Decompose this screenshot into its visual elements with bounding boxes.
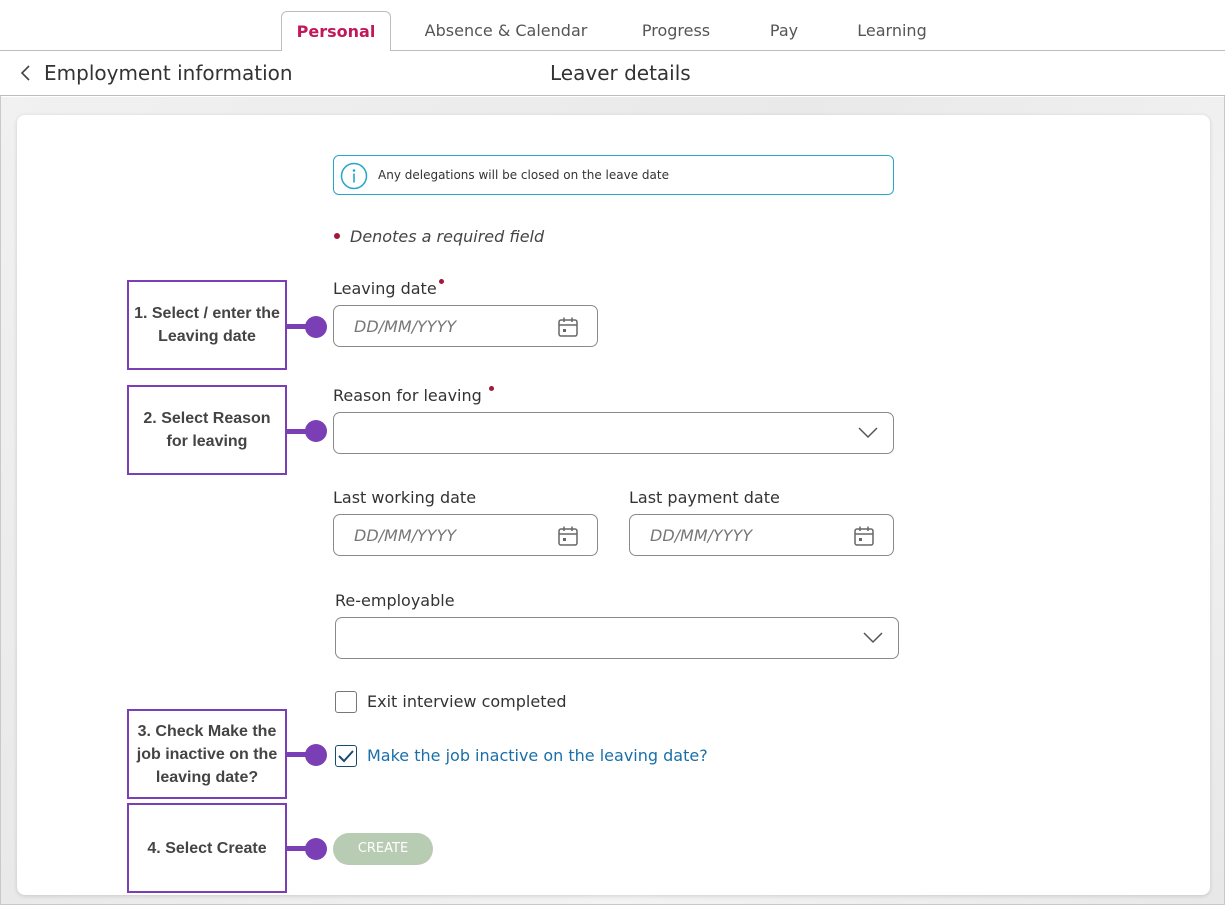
required-dot-icon	[439, 279, 444, 284]
calendar-icon[interactable]	[557, 525, 579, 547]
callout-knob	[305, 316, 327, 338]
calendar-icon[interactable]	[853, 525, 875, 547]
tab-progress[interactable]: Progress	[641, 21, 711, 40]
re-employable-label: Re-employable	[335, 591, 455, 610]
leaving-date-label	[333, 279, 444, 298]
callout-step-2	[127, 385, 287, 475]
callout-step-4-text: 4. Select Create	[147, 839, 267, 857]
callout-knob	[305, 744, 327, 766]
tab-pay[interactable]: Pay	[769, 21, 799, 40]
required-dot-icon	[334, 233, 340, 239]
leaving-date-placeholder: DD/MM/YYYY	[354, 317, 457, 336]
re-employable-select[interactable]	[335, 617, 899, 659]
exit-interview-checkbox[interactable]	[335, 691, 357, 713]
callout-step-3-text: 3. Check Make the job inactive on the leaving date?	[136, 722, 278, 786]
tab-personal[interactable]: Personal	[281, 11, 391, 52]
chevron-down-icon	[858, 427, 878, 439]
last-working-date-placeholder: DD/MM/YYYY	[354, 526, 457, 545]
info-icon	[340, 162, 368, 190]
tab-learning[interactable]: Learning	[857, 21, 927, 40]
last-payment-date-label: Last payment date	[629, 488, 780, 507]
leaving-date-input[interactable]	[333, 305, 598, 347]
tab-absence-calendar[interactable]: Absence & Calendar	[424, 21, 588, 40]
reason-for-leaving-select[interactable]	[333, 412, 894, 454]
page-title: Leaver details	[550, 61, 691, 85]
last-working-date-input[interactable]	[333, 514, 598, 556]
make-inactive-label[interactable]: Make the job inactive on the leaving date?	[367, 746, 708, 765]
last-payment-date-input[interactable]	[629, 514, 894, 556]
last-payment-date-placeholder: DD/MM/YYYY	[650, 526, 753, 545]
required-dot-icon	[489, 386, 494, 391]
reason-for-leaving-label	[333, 386, 494, 405]
reason-label-text: Reason for leaving	[333, 386, 482, 405]
leaving-date-label-text: Leaving date	[333, 279, 437, 298]
exit-interview-label[interactable]: Exit interview completed	[367, 692, 567, 711]
callout-step-3	[127, 709, 287, 799]
back-link[interactable]: Employment information	[44, 61, 293, 85]
calendar-icon[interactable]	[557, 316, 579, 338]
chevron-left-icon[interactable]	[18, 63, 34, 83]
info-banner	[333, 155, 894, 195]
create-button[interactable]: CREATE	[333, 833, 433, 865]
callout-knob	[305, 420, 327, 442]
callout-step-1-text: 1. Select / enter the Leaving date	[134, 305, 280, 345]
checkmark-icon	[335, 745, 357, 767]
callout-knob	[305, 838, 327, 860]
required-field-note	[334, 227, 544, 246]
tab-bar	[0, 6, 1225, 51]
last-working-date-label: Last working date	[333, 488, 477, 507]
callout-step-2-text: 2. Select Reason for leaving	[143, 410, 271, 450]
required-note-text: Denotes a required field	[350, 227, 545, 246]
page-header	[0, 51, 1225, 96]
info-banner-text: Any delegations will be closed on the leave date	[378, 168, 669, 182]
make-inactive-checkbox[interactable]	[335, 745, 357, 767]
callout-step-4	[127, 803, 287, 893]
callout-step-1	[127, 280, 287, 370]
chevron-down-icon	[863, 632, 883, 644]
